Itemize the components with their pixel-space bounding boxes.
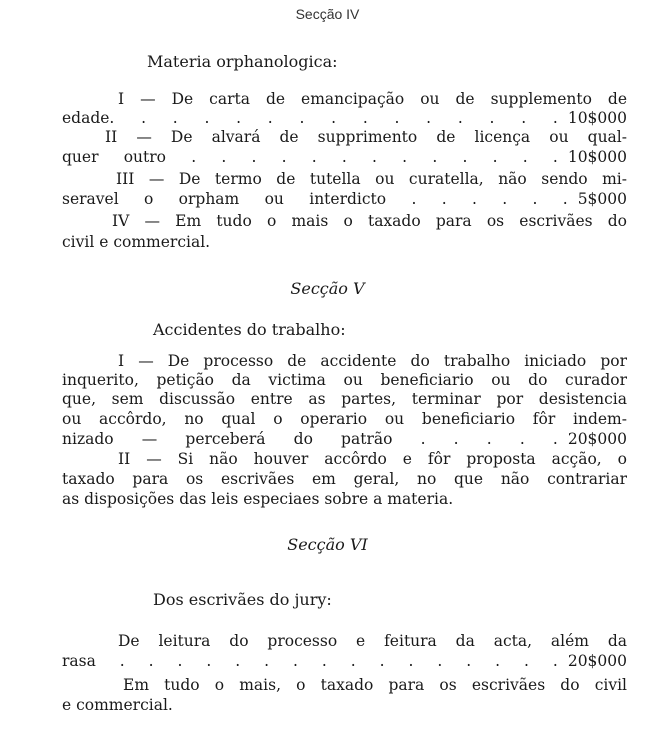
text-line [118, 90, 627, 109]
text-line [62, 652, 627, 671]
text-line [118, 632, 627, 651]
line-text: I — De carta de emancipação ou de supplemento de [118, 90, 627, 108]
text-line [116, 170, 627, 189]
text-line [62, 430, 627, 449]
line-text: civil e commercial. [62, 233, 211, 251]
text-line [62, 109, 627, 128]
section-heading: Secção VI [287, 535, 368, 554]
text-line [105, 128, 627, 147]
line-text: nizado — perceberá do patrão . . . . . [62, 430, 558, 448]
page-title: Secção IV [295, 6, 360, 22]
text-line [62, 148, 627, 167]
subject-heading: Accidentes do trabalho: [153, 320, 346, 339]
line-text: inquerito, petição da victima ou beneficiario ou do curador [62, 371, 627, 389]
fee-amount: 10$000 [567, 109, 627, 127]
line-text: II — Si não houver accôrdo e fôr proposta acção, o [118, 450, 627, 468]
text-line [62, 696, 627, 715]
text-line [62, 371, 627, 390]
text-line [62, 410, 627, 429]
line-text: que, sem discussão entre as partes, terminar por desistencia [62, 390, 627, 408]
fee-amount: 10$000 [567, 148, 627, 166]
fee-amount: 20$000 [567, 652, 627, 670]
line-text: De leitura do processo e feitura da acta, além da [118, 632, 627, 650]
text-line [118, 352, 627, 371]
line-text: edade. . . . . . . . . . . . . . . [62, 109, 558, 127]
line-text: e commercial. [62, 696, 173, 714]
line-text: I — De processo de accidente do trabalho iniciado por [118, 352, 627, 370]
fee-amount: 5$000 [577, 190, 627, 208]
text-line [62, 490, 627, 509]
line-text: IV — Em tudo o mais o taxado para os escrivães do [112, 212, 627, 230]
line-text: quer outro . . . . . . . . . . . . . [62, 148, 558, 166]
text-line [62, 470, 627, 489]
line-text: taxado para os escrivães em geral, no que não contrariar [62, 470, 627, 488]
line-text: rasa . . . . . . . . . . . . . . . . [62, 652, 558, 670]
line-text: III — De termo de tutella ou curatella, não sendo mi- [116, 170, 627, 188]
line-text: seravel o orpham ou interdicto . . . . . . [62, 190, 568, 208]
line-text: as disposições das leis especiaes sobre a materia. [62, 490, 454, 508]
text-line [123, 676, 627, 695]
line-text: ou accôrdo, no qual o operario ou beneficiario fôr indem- [62, 410, 627, 428]
line-text: II — De alvará de supprimento de licença ou qual- [105, 128, 627, 146]
text-line [118, 450, 627, 469]
text-line [112, 212, 627, 231]
subject-heading: Dos escrivães do jury: [153, 590, 332, 609]
line-text: Em tudo o mais, o taxado para os escrivães do civil [123, 676, 627, 694]
text-line [62, 390, 627, 409]
text-line [62, 233, 627, 252]
text-line [62, 190, 627, 209]
fee-amount: 20$000 [567, 430, 627, 448]
subject-heading: Materia orphanologica: [147, 52, 338, 71]
section-heading: Secção V [290, 279, 365, 298]
